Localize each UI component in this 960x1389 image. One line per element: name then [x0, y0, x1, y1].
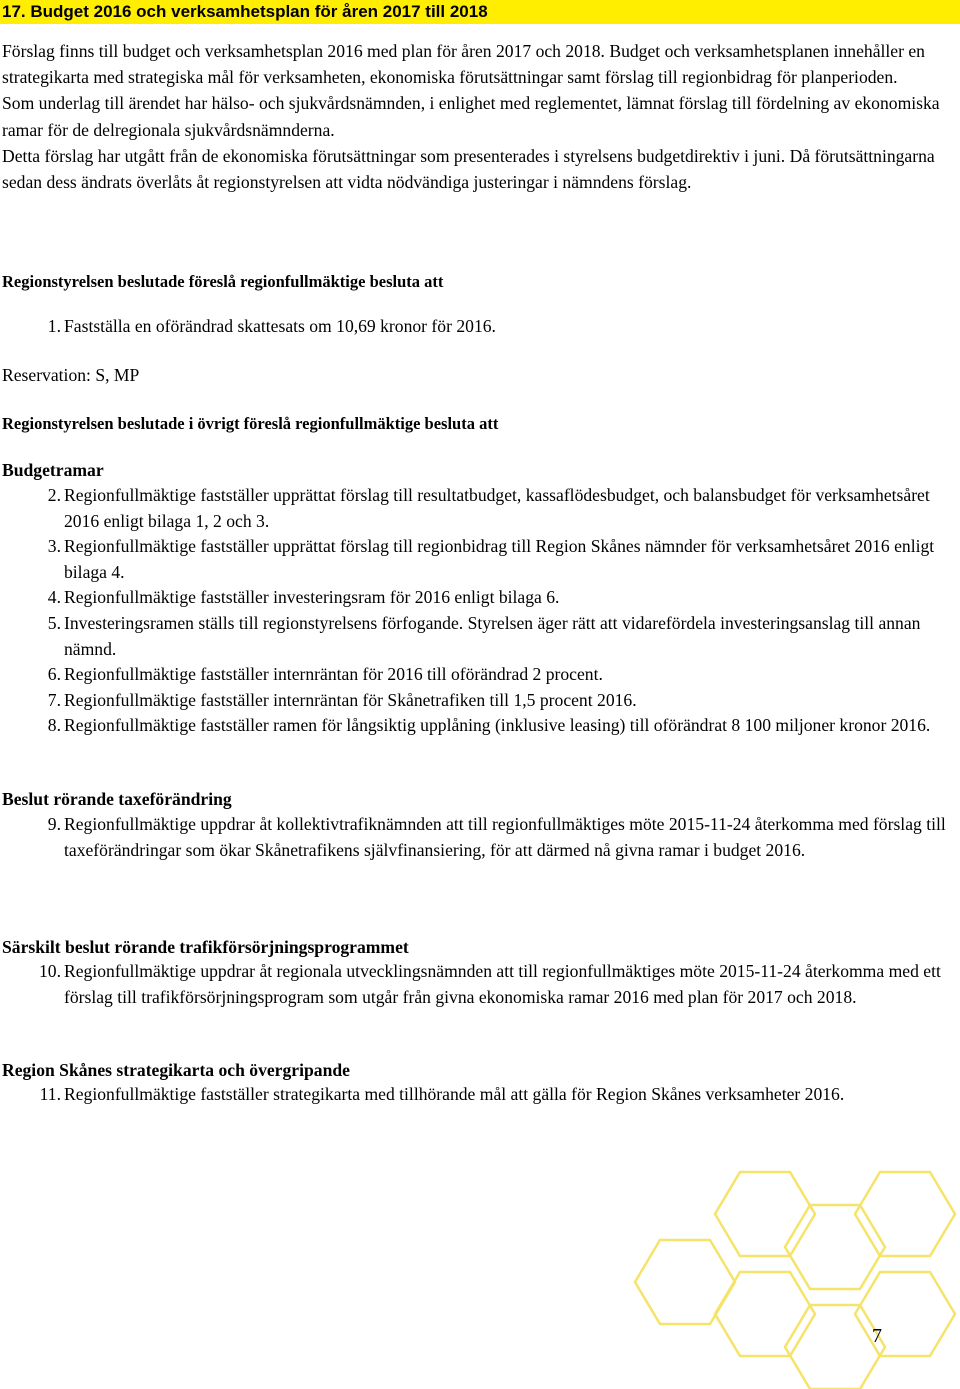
list-item	[0, 534, 950, 585]
list-item	[0, 483, 950, 534]
item-text: Fastställa en oförändrad skattesats om 10,69 kronor för 2016.	[64, 316, 496, 336]
hexagon-shape	[785, 1205, 885, 1289]
intro-paragraph-3	[2, 143, 952, 195]
item-text: Regionfullmäktige uppdrar åt regionala utvecklingsnämnden att till regionfullmäktiges möte 2015-11-24 återkomma med ett förslag till trafikförsörjningsprogram som utgår från givna ekonomiska ramar 2016 med plan för 2017 och 2018.	[64, 961, 941, 1007]
item-text: Regionfullmäktige fastställer upprättat förslag till resultatbudget, kassaflödesbudget, och balansbudget för verksamhetsåret 2016 enligt bilaga 1, 2 och 3.	[64, 485, 930, 531]
list-item	[0, 688, 950, 714]
list-item	[0, 959, 950, 1010]
heading-taxeforandring: Beslut rörande taxeförändring	[2, 789, 232, 809]
intro-sentence-4: Då förutsättningarna sedan dess ändrats överlåts åt regionstyrelsen att vidta nödvändiga justeringar i nämndens förslag.	[2, 145, 935, 193]
intro-sentence-2: Som underlag till ärendet har hälso- och sjukvårdsnämnden, i enlighet med reglementet, lämnat förslag till fördelning av ekonomiska ramar för de delregionala sjukvårdsnämnderna.	[2, 93, 940, 140]
reservation-note: Reservation: S, MP	[2, 365, 140, 385]
list-item	[0, 662, 950, 688]
hexagon-shape	[715, 1272, 815, 1356]
section-title: 17. Budget 2016 och verksamhetsplan för åren 2017 till 2018	[0, 0, 960, 24]
list-item	[0, 713, 950, 739]
item-text: Regionfullmäktige fastställer investeringsram för 2016 enligt bilaga 6.	[64, 587, 560, 608]
intro-paragraph-1: Förslag finns till budget och verksamhetsplan 2016 med plan för åren 2017 och 2018. Budget och verksamhetsplanen innehåller en strategikarta med strategiska mål för verksamheten, ekonomiska förutsättningar samt förslag till regionbidrag för planperioden.	[2, 41, 925, 88]
strategi-list	[0, 1082, 950, 1108]
budgetramar-list	[0, 483, 950, 739]
list-item	[0, 812, 950, 863]
trafik-list	[0, 959, 950, 1010]
decision-1-list	[0, 314, 950, 340]
item-number: 7.	[47, 689, 61, 710]
list-item	[0, 314, 950, 340]
heading-trafikforsorjning: Särskilt beslut rörande trafikförsörjningsprogrammet	[2, 937, 409, 957]
hexagon-shape	[855, 1172, 955, 1256]
item-text: Regionfullmäktige fastställer internräntan för 2016 till oförändrad 2 procent.	[64, 664, 603, 685]
heading-strategikarta: Region Skånes strategikarta och övergripande	[2, 1060, 350, 1080]
item-number: 9.	[47, 814, 61, 834]
taxe-list	[0, 812, 950, 863]
item-number: 4.	[47, 587, 61, 608]
hexagon-shape	[635, 1240, 735, 1324]
item-number: 6.	[47, 664, 61, 685]
item-number: 11.	[39, 1084, 61, 1104]
decision-heading-1: Regionstyrelsen beslutade föreslå regionfullmäktige besluta att	[2, 272, 444, 291]
item-number: 3.	[47, 536, 61, 557]
item-text: Regionfullmäktige fastställer internräntan för Skånetrafiken till 1,5 procent 2016.	[64, 689, 637, 710]
item-text: Regionfullmäktige uppdrar åt kollektivtrafiknämnden att till regionfullmäktiges möte 2015-11-24 återkomma med förslag till taxeförändringar som ökar Skånetrafikens självfinansiering, för att därmed nå givna ramar i budget 2016.	[64, 814, 946, 860]
item-number: 1.	[47, 316, 61, 336]
intro-text	[2, 38, 952, 195]
item-text: Investeringsramen ställs till regionstyrelsens förfogande. Styrelsen äger rätt att vidarefördela investeringsanslag till annan nämnd.	[64, 612, 921, 659]
item-number: 5.	[47, 612, 61, 633]
intro-paragraph-2	[2, 90, 952, 142]
intro-sentence-3: Detta förslag har utgått från de ekonomiska förutsättningar som presenterades i styrelsens budgetdirektiv i juni.	[2, 145, 786, 166]
heading-budgetramar: Budgetramar	[2, 460, 104, 480]
hexagon-pattern	[635, 1172, 955, 1389]
item-number: 8.	[47, 715, 61, 736]
item-text: Regionfullmäktige fastställer upprättat förslag till regionbidrag till Region Skånes nämnder för verksamhetsåret 2016 enligt bilaga 4.	[64, 536, 935, 582]
list-item	[0, 585, 950, 611]
page-number: 7	[872, 1325, 882, 1347]
item-text: Regionfullmäktige fastställer strategikarta med tillhörande mål att gälla för Region Skånes verksamheter 2016.	[64, 1084, 845, 1104]
decision-heading-2: Regionstyrelsen beslutade i övrigt föreslå regionfullmäktige besluta att	[2, 414, 499, 433]
item-number: 2.	[47, 485, 61, 505]
hexagon-shape	[715, 1172, 815, 1256]
item-text: Regionfullmäktige fastställer ramen för långsiktig upplåning (inklusive leasing) till oförändrat 8 100 miljoner kronor 2016.	[64, 715, 931, 736]
item-number: 10.	[39, 961, 61, 981]
list-item	[0, 611, 950, 662]
list-item	[0, 1082, 950, 1108]
